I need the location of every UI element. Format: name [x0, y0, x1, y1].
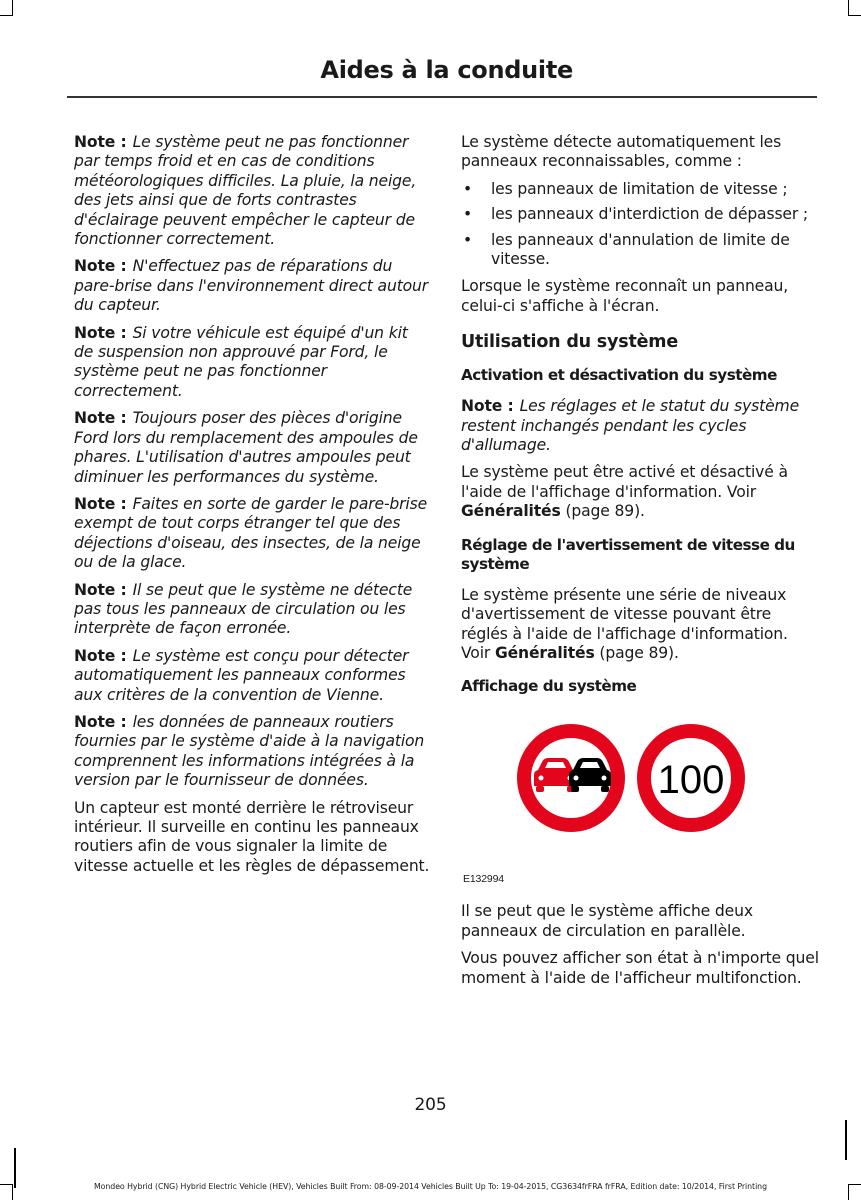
- note-text: Les réglages et le statut du système restent inchangés pendant les cycles d'allumage.: [461, 397, 800, 455]
- note-label: Note :: [74, 323, 127, 342]
- activation-text: Le système peut être activé et désactivé à l'aide de l'affichage d'information. Voir: [461, 463, 788, 501]
- no-overtaking-sign: [524, 731, 618, 825]
- speed-limit-value: 100: [657, 758, 725, 803]
- warning-paragraph: [461, 586, 821, 664]
- traffic-sign-figure: [461, 708, 821, 898]
- note-paragraph: [74, 133, 430, 249]
- page-title: Aides à la conduite: [320, 56, 573, 84]
- note-paragraph: [74, 409, 430, 487]
- note-label: Note :: [74, 409, 127, 428]
- left-column: [74, 133, 430, 884]
- note-label: Note :: [74, 133, 127, 151]
- note-label: Note :: [74, 257, 127, 276]
- note-text: Toujours poser des pièces d'origine Ford lors du remplacement des ampoules de phares. L'utilisation d'autres ampoules peut diminuer les performances du système.: [74, 409, 418, 486]
- note-text: les données de panneaux routiers fournies par le système d'aide à la navigation comprennent les informations intégrées à la version par le fournisseur de données.: [74, 712, 425, 790]
- cross-reference-link[interactable]: Généralités: [494, 643, 595, 662]
- sign-type-list: [461, 180, 821, 270]
- subheading-display: Affichage du système: [461, 677, 637, 696]
- note-paragraph: [74, 324, 430, 402]
- recognition-paragraph: Lorsque le système reconnaît un panneau, celui-ci s'affiche à l'écran.: [461, 277, 789, 315]
- note-paragraph: [74, 713, 430, 791]
- list-item: • les panneaux d'interdiction de dépasser ;: [461, 205, 821, 224]
- note-text: Faites en sorte de garder le pare-brise exempt de tout corps étranger tel que des déjections d'oiseau, des insectes, de la neige ou de la glace.: [74, 494, 428, 572]
- page-reference: (page 89).: [565, 502, 645, 521]
- list-item: • les panneaux de limitation de vitesse ;: [461, 180, 821, 199]
- subheading-speed-warning: Réglage de l'avertissement de vitesse du système: [461, 535, 795, 573]
- note-label: Note :: [74, 580, 127, 599]
- page-number: 205: [414, 1095, 447, 1115]
- note-paragraph: [74, 495, 430, 573]
- right-column: [461, 133, 821, 996]
- note-label: Note :: [74, 494, 127, 513]
- status-paragraph: Vous pouvez afficher son état à n'importe quel moment à l'aide de l'afficheur multifonction.: [461, 949, 819, 987]
- sensor-paragraph: Un capteur est monté derrière le rétroviseur intérieur. Il surveille en continu les panneaux routiers afin de vous signaler la limite de vitesse actuelle et les règles de dépassement.: [74, 798, 430, 875]
- figure-id: E132994: [463, 873, 504, 886]
- traffic-signs-illustration: [517, 716, 757, 840]
- note-label: Note :: [74, 646, 127, 665]
- page-reference: (page 89).: [599, 643, 679, 662]
- note-paragraph: [74, 581, 430, 639]
- note-text: Il se peut que le système ne détecte pas tous les panneaux de circulation ou les interprète de façon erronée.: [74, 580, 413, 638]
- cross-reference-link[interactable]: Généralités: [461, 502, 561, 521]
- list-item: • les panneaux d'annulation de limite de vitesse.: [461, 231, 821, 270]
- note-paragraph: [461, 397, 821, 455]
- crop-mark: [12, 0, 13, 16]
- note-text: Le système peut ne pas fonctionner par temps froid et en cas de conditions météorologiques difficiles. La pluie, la neige, des jets ainsi que de forts contrastes d'éclairage peuvent empêcher le capteur de fonctionner correctement.: [74, 133, 417, 249]
- intro-paragraph: Le système détecte automatiquement les panneaux reconnaissables, comme :: [461, 133, 782, 171]
- crop-mark: [849, 15, 861, 16]
- subheading-activation: Activation et désactivation du système: [461, 366, 777, 385]
- speed-limit-sign: [644, 731, 738, 825]
- note-label: Note :: [461, 397, 514, 416]
- note-paragraph: [74, 647, 430, 705]
- crop-mark: [848, 0, 849, 16]
- warning-text: Le système présente une série de niveaux d'avertissement de vitesse pouvant être réglés à l'aide de l'affichage d'information. Voir: [461, 585, 788, 662]
- header-rule: [67, 96, 817, 98]
- note-text: Si votre véhicule est équipé d'un kit de suspension non approuvé par Ford, le système peut ne pas fonctionner correctement.: [74, 323, 408, 400]
- section-heading: Utilisation du système: [461, 332, 678, 353]
- note-text: N'effectuez pas de réparations du pare-brise dans l'environnement direct autour du capteur.: [74, 257, 429, 315]
- parallel-paragraph: Il se peut que le système affiche deux panneaux de circulation en parallèle.: [461, 902, 753, 940]
- footer-text: Mondeo Hybrid (CNG) Hybrid Electric Vehicle (HEV), Vehicles Built From: 08-09-2014 Vehicles Built Up To: 19-04-2015, CG3634frFRA frFRA, Edition date: 10/2014, First Printing: [94, 1182, 767, 1191]
- crop-mark: [0, 15, 12, 16]
- margin-bar: [845, 1120, 847, 1160]
- note-text: Le système est conçu pour détecter automatiquement les panneaux conformes aux critères de la convention de Vienne.: [74, 646, 409, 704]
- note-label: Note :: [74, 712, 127, 731]
- activation-paragraph: [461, 463, 821, 521]
- note-paragraph: [74, 257, 430, 315]
